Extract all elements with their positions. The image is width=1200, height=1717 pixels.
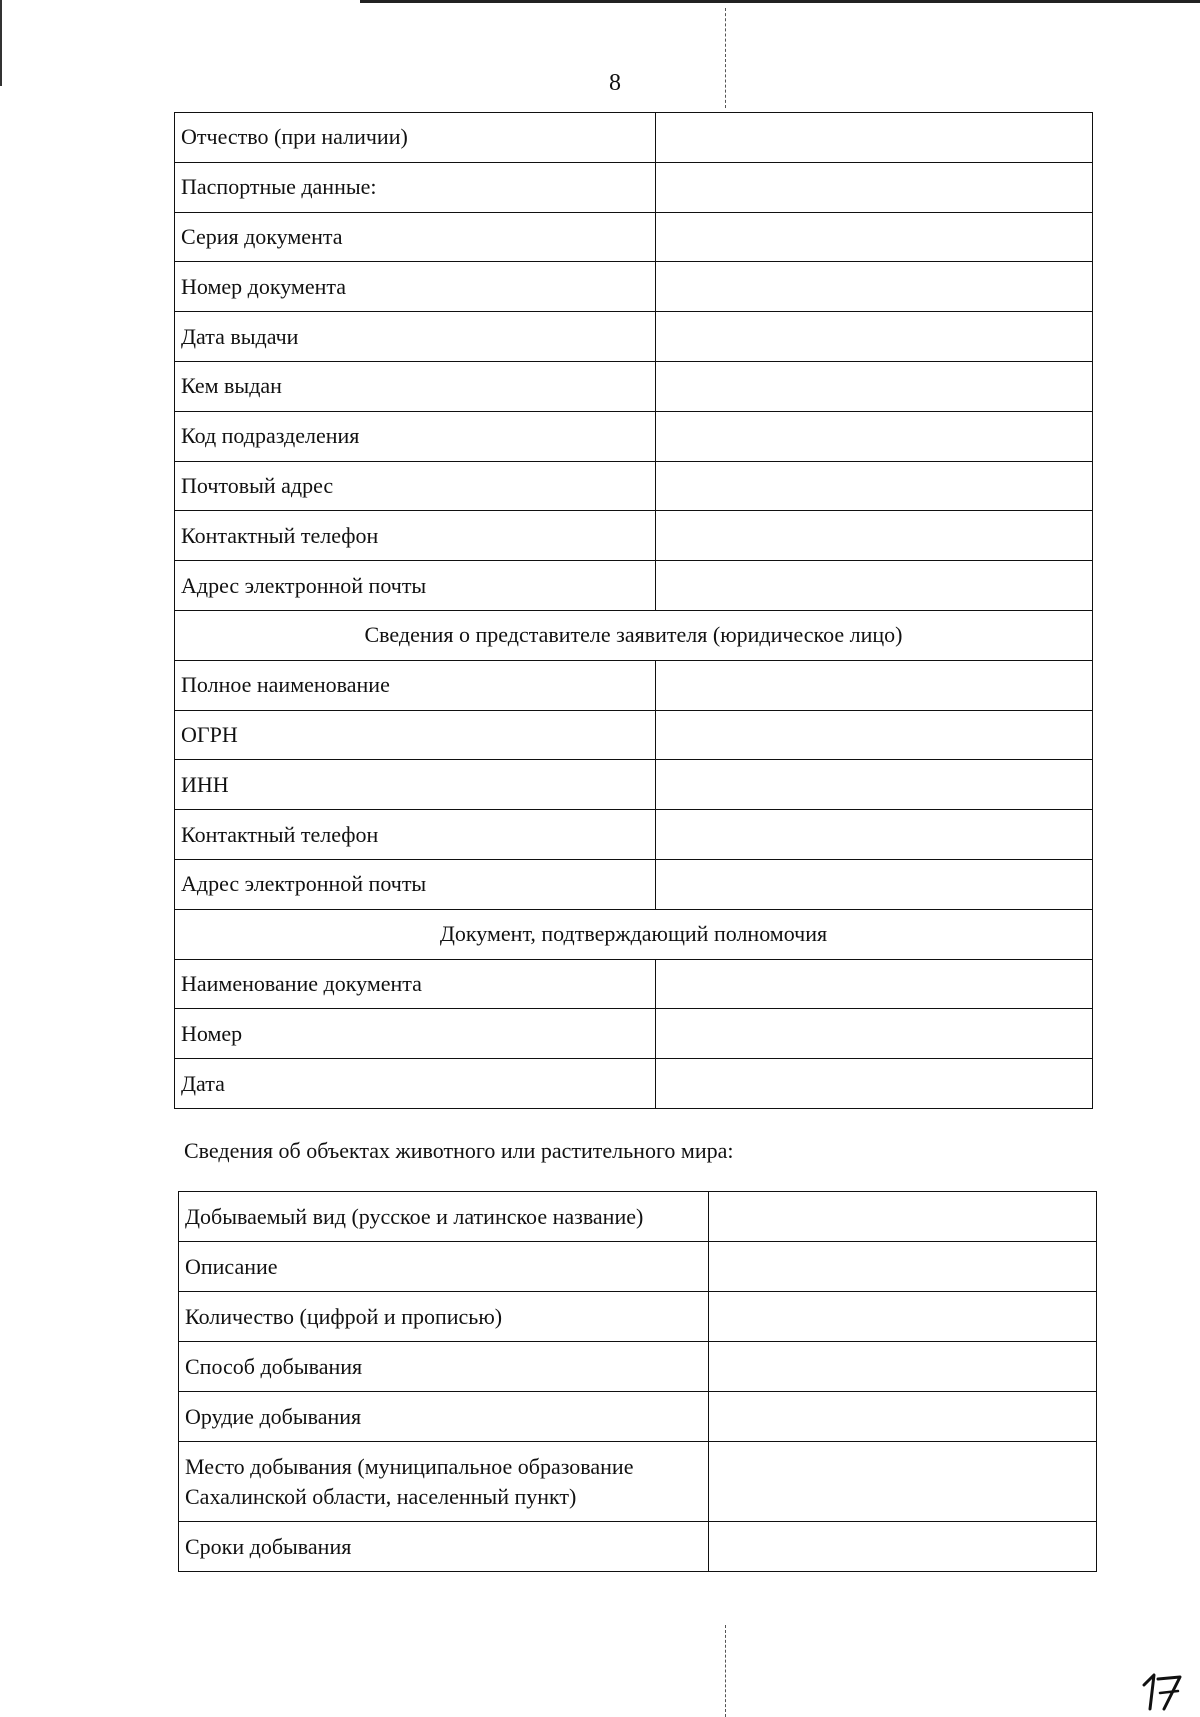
handwritten-signature-icon xyxy=(1138,1665,1188,1713)
field-label-species: Добываемый вид (русское и латинское название) xyxy=(179,1192,709,1242)
table-row xyxy=(175,710,1093,760)
field-label-document-series: Серия документа xyxy=(175,212,656,262)
table-row xyxy=(175,859,1093,909)
wildlife-objects-table xyxy=(178,1191,1097,1572)
field-value[interactable] xyxy=(709,1522,1097,1572)
table-row xyxy=(175,660,1093,710)
page-number: 8 xyxy=(609,70,621,96)
table-row xyxy=(175,113,1093,163)
table-row xyxy=(175,511,1093,561)
field-value[interactable] xyxy=(656,1009,1093,1059)
table-row xyxy=(175,561,1093,611)
field-value[interactable] xyxy=(656,461,1093,511)
field-label-postal-address: Почтовый адрес xyxy=(175,461,656,511)
field-label-division-code: Код подразделения xyxy=(175,411,656,461)
table-row xyxy=(175,312,1093,362)
field-label-issued-by: Кем выдан xyxy=(175,361,656,411)
field-value[interactable] xyxy=(656,710,1093,760)
field-label-ogrn: ОГРН xyxy=(175,710,656,760)
scan-edge-left xyxy=(0,0,2,86)
field-label-description: Описание xyxy=(179,1242,709,1292)
field-value[interactable] xyxy=(656,1059,1093,1109)
table-row xyxy=(179,1522,1097,1572)
table-row xyxy=(175,162,1093,212)
field-label-harvest-location: Место добывания (муниципальное образование Сахалинской области, населенный пункт) xyxy=(179,1442,709,1522)
field-value[interactable] xyxy=(709,1292,1097,1342)
table-row xyxy=(175,461,1093,511)
field-label-document-number: Номер документа xyxy=(175,262,656,312)
table-row xyxy=(175,810,1093,860)
field-label-phone: Контактный телефон xyxy=(175,511,656,561)
field-label-document-name: Наименование документа xyxy=(175,959,656,1009)
table-row xyxy=(179,1242,1097,1292)
field-value[interactable] xyxy=(656,810,1093,860)
field-label-issue-date: Дата выдачи xyxy=(175,312,656,362)
section-heading-authority-document: Документ, подтверждающий полномочия xyxy=(175,909,1093,959)
field-label-harvest-tool: Орудие добывания xyxy=(179,1392,709,1442)
field-value[interactable] xyxy=(656,411,1093,461)
wildlife-caption: Сведения об объектах животного или растительного мира: xyxy=(184,1138,734,1163)
fold-mark xyxy=(725,1625,726,1717)
field-label-inn: ИНН xyxy=(175,760,656,810)
field-value[interactable] xyxy=(656,561,1093,611)
field-value[interactable] xyxy=(656,113,1093,163)
table-row xyxy=(175,760,1093,810)
table-row xyxy=(175,1059,1093,1109)
field-value[interactable] xyxy=(656,511,1093,561)
section-row xyxy=(175,909,1093,959)
table-row xyxy=(179,1392,1097,1442)
table-row xyxy=(175,1009,1093,1059)
table-row xyxy=(179,1342,1097,1392)
field-label-email: Адрес электронной почты xyxy=(175,859,656,909)
field-value[interactable] xyxy=(709,1392,1097,1442)
field-label-harvest-method: Способ добывания xyxy=(179,1342,709,1392)
table-row xyxy=(179,1442,1097,1522)
field-label-number: Номер xyxy=(175,1009,656,1059)
field-label-patronymic: Отчество (при наличии) xyxy=(175,113,656,163)
field-value[interactable] xyxy=(656,760,1093,810)
applicant-details-table xyxy=(174,112,1093,1109)
field-label-passport: Паспортные данные: xyxy=(175,162,656,212)
field-value[interactable] xyxy=(656,262,1093,312)
field-label-email: Адрес электронной почты xyxy=(175,561,656,611)
table-row xyxy=(175,212,1093,262)
field-value[interactable] xyxy=(709,1242,1097,1292)
field-label-harvest-period: Сроки добывания xyxy=(179,1522,709,1572)
field-label-phone: Контактный телефон xyxy=(175,810,656,860)
fold-mark xyxy=(725,8,726,108)
table-row xyxy=(179,1192,1097,1242)
field-value[interactable] xyxy=(656,859,1093,909)
section-heading-legal-entity: Сведения о представителе заявителя (юридическое лицо) xyxy=(175,610,1093,660)
field-value[interactable] xyxy=(656,660,1093,710)
field-value[interactable] xyxy=(709,1442,1097,1522)
field-value[interactable] xyxy=(656,212,1093,262)
table-row xyxy=(179,1292,1097,1342)
field-value[interactable] xyxy=(656,959,1093,1009)
table-row xyxy=(175,361,1093,411)
field-value[interactable] xyxy=(709,1192,1097,1242)
field-label-quantity: Количество (цифрой и прописью) xyxy=(179,1292,709,1342)
field-value[interactable] xyxy=(709,1342,1097,1392)
scan-edge-top xyxy=(360,0,1200,3)
field-value[interactable] xyxy=(656,361,1093,411)
field-label-full-name: Полное наименование xyxy=(175,660,656,710)
table-row xyxy=(175,411,1093,461)
field-value[interactable] xyxy=(656,312,1093,362)
table-row xyxy=(175,262,1093,312)
field-label-date: Дата xyxy=(175,1059,656,1109)
table-row xyxy=(175,959,1093,1009)
field-value[interactable] xyxy=(656,162,1093,212)
section-row xyxy=(175,610,1093,660)
